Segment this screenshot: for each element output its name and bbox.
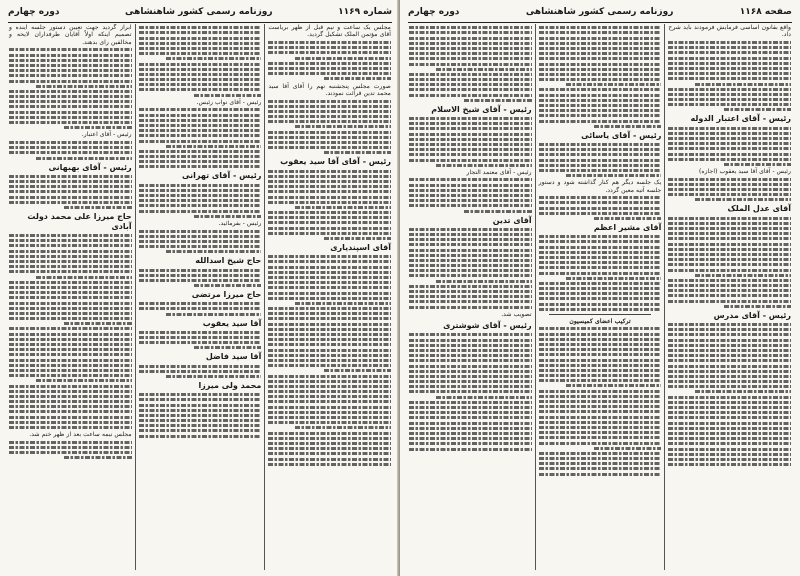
- paragraph: مجلس نیمه ساعت بعد از ظهر ختم شد.: [29, 431, 132, 439]
- speaker-heading: محمد ولی میرزا: [198, 380, 262, 390]
- left-column-1: [265, 24, 394, 570]
- section-title: ترکیب اعضای کمیسیون: [569, 317, 631, 325]
- paragraph: رئیس - آقای آقا سید یعقوب (اجازه): [699, 168, 791, 176]
- speaker-heading: رئیس - آقای بهبهانی: [48, 162, 132, 172]
- right-header-issue: صفحه ۱۱۶۸: [739, 7, 792, 17]
- paragraph: یک جلسه دیگر هم کنار گذاشته شود و دستور جلسه آتیه معین گردد.: [538, 179, 662, 194]
- left-page-header: [8, 4, 392, 20]
- left-column-3: [6, 24, 136, 570]
- left-column-2: [136, 24, 266, 570]
- speaker-heading: آقای عدل الملک: [727, 204, 791, 214]
- right-page-header: [408, 4, 792, 20]
- paragraph: رئیس - آقای معتمد التجار: [466, 168, 532, 176]
- speaker-heading: حاج میرزا علی محمد دولت آبادی: [27, 211, 132, 231]
- speaker-heading: رئیس - آقای شیخ الاسلام: [431, 104, 532, 114]
- paragraph: مجلس یک ساعت و نیم قبل از ظهر بریاست آقای مؤتمن الملک تشکیل گردید.: [268, 24, 391, 39]
- speaker-heading: آقای تدین: [492, 215, 532, 225]
- speaker-heading: رئیس - آقای یاسائی: [581, 130, 662, 140]
- speaker-heading: آقای اسپندیاری: [330, 243, 391, 252]
- paragraph: رئیس - بفرمائید.: [218, 219, 262, 227]
- right-page: [400, 0, 800, 576]
- speaker-heading: رئیس - آقای مدرس: [713, 310, 791, 320]
- right-column-2: [536, 24, 666, 570]
- paragraph: رئیس - آقای اعتبار.: [81, 131, 132, 139]
- right-header-section: دوره چهارم: [408, 7, 460, 17]
- speaker-heading: رئیس - آقای اعتبار الدوله: [690, 114, 791, 124]
- right-header-paper-title: روزنامه رسمی کشور شاهنشاهی: [525, 7, 674, 17]
- paragraph: تصویب شد.: [501, 310, 532, 318]
- right-column-1: [665, 24, 794, 570]
- left-header-paper-title: روزنامه رسمی کشور شاهنشاهی: [125, 7, 273, 17]
- speaker-heading: رئیس - آقای شوشتری: [443, 321, 532, 331]
- paragraph: ابراز گردید جهت تعیین دستور جلسه آینده و تصمیم اینکه اولاً آقایان طرفداران لایحه و مخالفین رای بدهند.: [8, 24, 132, 46]
- left-header-section: دوره چهارم: [8, 7, 60, 17]
- speaker-heading: آقا سید یعقوب: [202, 318, 262, 328]
- left-header-issue: شماره ۱۱۶۹: [338, 7, 392, 17]
- paragraph: صورت مجلس پنجشنبه نهم را آقای آقا سید محمد تدین قرائت نمودند.: [268, 82, 391, 97]
- speaker-heading: رئیس - آقای آقا سید یعقوب: [280, 157, 391, 167]
- speaker-heading: آقا سید فاضل: [205, 352, 262, 362]
- speaker-heading: حاج شیخ اسدالله: [195, 256, 262, 266]
- right-column-3: [406, 24, 536, 570]
- right-page-columns: [406, 24, 794, 570]
- speaker-heading: آقای مشیر اعظم: [593, 223, 662, 232]
- left-page-columns: [6, 24, 394, 570]
- speaker-heading: رئیس - آقای تهرانی: [182, 171, 262, 181]
- paragraph: رئیس - آقای نواب رئیس.: [196, 98, 262, 106]
- speaker-heading: حاج میرزا مرتضی: [191, 290, 262, 300]
- paragraph: واقع بقانون اساسی فرمایش فرمودند باید شرح داد.: [668, 24, 791, 39]
